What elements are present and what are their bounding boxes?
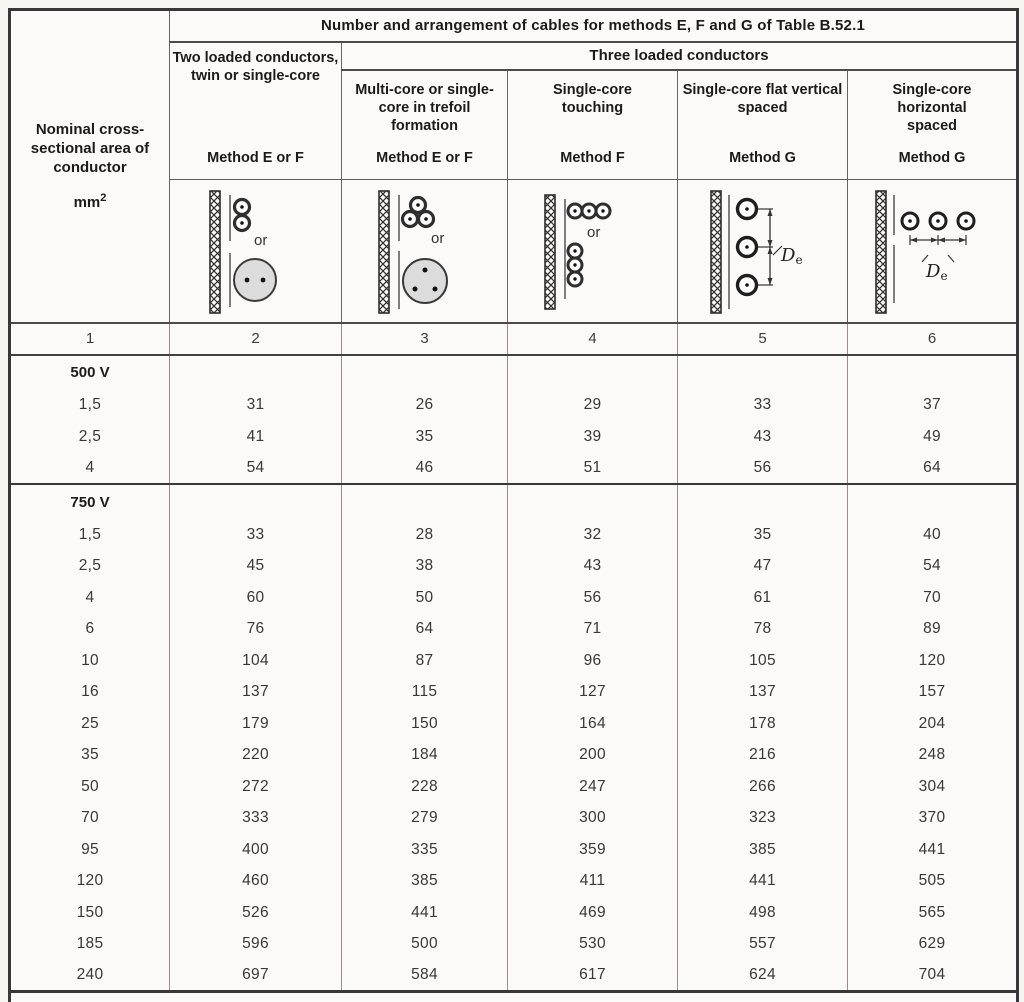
capacity-value-cell: 71 xyxy=(508,614,678,646)
capacity-value-cell: 51 xyxy=(508,453,678,485)
empty-cell xyxy=(508,355,678,390)
column-header-touching xyxy=(508,70,678,180)
column-number-3: 3 xyxy=(342,323,508,355)
wall-hatch-icon xyxy=(210,191,220,313)
or-label: or xyxy=(586,223,600,241)
table-row xyxy=(10,677,1018,709)
table-row xyxy=(10,866,1018,898)
column-number-1: 1 xyxy=(10,323,170,355)
table-row xyxy=(10,519,1018,551)
conductor-size-cell: 25 xyxy=(81,714,99,732)
wall-two-stacked-single-core-or-twin-cable-icon xyxy=(186,187,326,319)
row-header-title: Nominal cross-sectional area of conductor xyxy=(30,120,150,177)
empty-cell xyxy=(170,355,342,390)
capacity-value-cell: 29 xyxy=(508,390,678,422)
capacity-value-cell: 248 xyxy=(848,740,1018,772)
capacity-value-cell: 247 xyxy=(508,771,678,803)
wall-three-vertical-spaced-De-icon xyxy=(693,187,833,319)
de-base: D xyxy=(926,260,941,282)
capacity-value-cell: 31 xyxy=(170,390,342,422)
capacity-value-cell: 45 xyxy=(170,551,342,583)
capacity-value-cell: 26 xyxy=(342,390,508,422)
table-title: Number and arrangement of cables for methods E, F and G of Table B.52.1 xyxy=(170,10,1018,42)
capacity-value-cell: 469 xyxy=(508,897,678,929)
column-number-row xyxy=(10,323,1018,355)
conductor-size-cell: 95 xyxy=(81,840,99,858)
column-number-6: 6 xyxy=(848,323,1018,355)
empty-cell xyxy=(848,484,1018,519)
table-row xyxy=(10,929,1018,961)
capacity-value-cell: 76 xyxy=(170,614,342,646)
wall-three-horizontal-spaced-De-icon xyxy=(862,187,1002,319)
capacity-value-cell: 43 xyxy=(678,421,848,453)
capacity-value-cell: 33 xyxy=(678,390,848,422)
capacity-value-cell: 41 xyxy=(170,421,342,453)
capacity-value-cell: 61 xyxy=(678,582,848,614)
capacity-value-cell: 300 xyxy=(508,803,678,835)
capacity-value-cell: 584 xyxy=(342,960,508,992)
capacity-value-cell: 441 xyxy=(678,866,848,898)
capacity-value-cell: 35 xyxy=(678,519,848,551)
capacity-value-cell: 46 xyxy=(342,453,508,485)
capacity-value-cell: 56 xyxy=(508,582,678,614)
conductor-size-cell: 240 xyxy=(76,966,104,983)
capacity-value-cell: 87 xyxy=(342,645,508,677)
vertical-spaced-method: Method G xyxy=(729,149,796,166)
empty-cell xyxy=(848,355,1018,390)
capacity-value-cell: 629 xyxy=(848,929,1018,961)
capacity-value-cell: 272 xyxy=(170,771,342,803)
capacity-value-cell: 385 xyxy=(678,834,848,866)
capacity-value-cell: 137 xyxy=(678,677,848,709)
conductor-size-cell: 6 xyxy=(85,620,95,638)
table-row xyxy=(10,614,1018,646)
column-header-vertical-spaced xyxy=(678,70,848,180)
two-loaded-label: Two loaded conductors, twin or single-core xyxy=(172,49,339,84)
capacity-value-cell: 500 xyxy=(342,929,508,961)
conductor-size-cell: 16 xyxy=(81,683,99,701)
de-base: D xyxy=(780,244,795,266)
capacity-value-cell: 104 xyxy=(170,645,342,677)
column-header-two-loaded xyxy=(170,42,342,180)
capacity-value-cell: 78 xyxy=(678,614,848,646)
capacity-value-cell: 333 xyxy=(170,803,342,835)
table-row xyxy=(10,834,1018,866)
capacity-value-cell: 279 xyxy=(342,803,508,835)
voltage-label: 500 V xyxy=(70,364,110,381)
capacity-value-cell: 335 xyxy=(342,834,508,866)
table-row xyxy=(10,453,1018,485)
capacity-value-cell: 178 xyxy=(678,708,848,740)
capacity-value-cell: 157 xyxy=(848,677,1018,709)
diagram-cell-3 xyxy=(342,180,508,323)
capacity-value-cell: 35 xyxy=(342,421,508,453)
capacity-value-cell: 266 xyxy=(678,771,848,803)
capacity-value-cell: 441 xyxy=(848,834,1018,866)
capacity-value-cell: 184 xyxy=(342,740,508,772)
capacity-value-cell: 70 xyxy=(848,582,1018,614)
capacity-value-cell: 617 xyxy=(508,960,678,992)
table-row xyxy=(10,771,1018,803)
column-header-trefoil xyxy=(342,70,508,180)
capacity-value-cell: 220 xyxy=(170,740,342,772)
column-number-4: 4 xyxy=(508,323,678,355)
or-label: or xyxy=(253,231,267,249)
table-row xyxy=(10,708,1018,740)
capacity-value-cell: 704 xyxy=(848,960,1018,992)
table-row xyxy=(10,551,1018,583)
capacity-value-cell: 385 xyxy=(342,866,508,898)
wall-hatch-icon xyxy=(876,191,886,313)
empty-cell xyxy=(678,484,848,519)
capacity-value-cell: 323 xyxy=(678,803,848,835)
unit-base: mm xyxy=(73,194,101,212)
corner-header-cell xyxy=(10,10,170,323)
de-sub: e xyxy=(794,252,803,267)
trefoil-label: Multi-core or single-core in trefoil formation xyxy=(355,81,494,134)
capacity-value-cell: 50 xyxy=(342,582,508,614)
capacity-value-cell: 64 xyxy=(342,614,508,646)
column-number-2: 2 xyxy=(170,323,342,355)
voltage-section-row xyxy=(10,355,1018,390)
conductor-size-cell: 4 xyxy=(85,588,95,606)
column-number-5: 5 xyxy=(678,323,848,355)
empty-cell xyxy=(342,484,508,519)
conductor-size-cell: 50 xyxy=(81,777,99,795)
capacity-value-cell: 228 xyxy=(342,771,508,803)
wall-hatch-icon xyxy=(545,195,555,309)
capacity-value-cell: 39 xyxy=(508,421,678,453)
capacity-value-cell: 530 xyxy=(508,929,678,961)
table-row xyxy=(10,803,1018,835)
capacity-value-cell: 164 xyxy=(508,708,678,740)
capacity-value-cell: 60 xyxy=(170,582,342,614)
capacity-value-cell: 32 xyxy=(508,519,678,551)
capacity-value-cell: 105 xyxy=(678,645,848,677)
capacity-value-cell: 54 xyxy=(848,551,1018,583)
conductor-size-cell: 1,5 xyxy=(78,525,102,543)
capacity-value-cell: 526 xyxy=(170,897,342,929)
de-sub: e xyxy=(940,268,948,283)
de-dimension-label xyxy=(925,261,948,283)
empty-cell xyxy=(170,484,342,519)
capacity-value-cell: 43 xyxy=(508,551,678,583)
table-body xyxy=(10,355,1018,992)
capacity-value-cell: 400 xyxy=(170,834,342,866)
table-row xyxy=(10,421,1018,453)
conductor-size-cell: 4 xyxy=(85,458,95,476)
capacity-value-cell: 89 xyxy=(848,614,1018,646)
capacity-value-cell: 47 xyxy=(678,551,848,583)
capacity-value-cell: 216 xyxy=(678,740,848,772)
diagram-cell-6 xyxy=(848,180,1018,323)
capacity-value-cell: 370 xyxy=(848,803,1018,835)
trefoil-method: Method E or F xyxy=(376,149,473,166)
capacity-value-cell: 33 xyxy=(170,519,342,551)
capacity-value-cell: 498 xyxy=(678,897,848,929)
capacity-value-cell: 150 xyxy=(342,708,508,740)
cable-capacity-table xyxy=(8,8,1019,1002)
horizontal-spaced-method: Method G xyxy=(898,149,966,166)
capacity-value-cell: 200 xyxy=(508,740,678,772)
touching-label: Single-core touching xyxy=(553,81,632,116)
table-row xyxy=(10,897,1018,929)
capacity-value-cell: 441 xyxy=(342,897,508,929)
capacity-value-cell: 596 xyxy=(170,929,342,961)
diagram-cell-4 xyxy=(508,180,678,323)
capacity-value-cell: 120 xyxy=(848,645,1018,677)
conductor-size-cell: 120 xyxy=(76,872,104,890)
empty-cell xyxy=(678,355,848,390)
table-row xyxy=(10,645,1018,677)
column-header-horizontal-spaced xyxy=(848,70,1018,180)
horizontal-spaced-label: Single-core horizontal spaced xyxy=(892,81,972,134)
capacity-value-cell: 204 xyxy=(848,708,1018,740)
conductor-size-cell: 10 xyxy=(81,651,99,669)
capacity-value-cell: 505 xyxy=(848,866,1018,898)
capacity-value-cell: 411 xyxy=(508,866,678,898)
table-row xyxy=(10,740,1018,772)
capacity-value-cell: 697 xyxy=(170,960,342,992)
touching-method: Method F xyxy=(560,149,625,166)
capacity-value-cell: 96 xyxy=(508,645,678,677)
conductor-size-cell: 185 xyxy=(76,935,104,953)
vertical-spaced-label: Single-core flat vertical spaced xyxy=(682,81,843,116)
capacity-value-cell: 137 xyxy=(170,677,342,709)
table-row xyxy=(10,390,1018,422)
conductor-size-cell: 150 xyxy=(76,903,104,921)
wall-hatch-icon xyxy=(379,191,389,313)
conductor-size-cell: 2,5 xyxy=(78,557,102,575)
capacity-value-cell: 49 xyxy=(848,421,1018,453)
unit-exponent: 2 xyxy=(100,192,107,205)
header-row-title xyxy=(10,10,1018,42)
two-loaded-method: Method E or F xyxy=(207,149,304,166)
or-label: or xyxy=(430,229,444,247)
wall-three-touching-horizontal-or-vertical-icon xyxy=(523,187,663,319)
de-dimension-label xyxy=(780,245,803,267)
diagram-cell-2 xyxy=(170,180,342,323)
empty-cell xyxy=(342,355,508,390)
capacity-value-cell: 557 xyxy=(678,929,848,961)
capacity-value-cell: 56 xyxy=(678,453,848,485)
voltage-label: 750 V xyxy=(10,484,170,519)
capacity-value-cell: 460 xyxy=(170,866,342,898)
capacity-value-cell: 64 xyxy=(848,453,1018,485)
table-row xyxy=(10,582,1018,614)
conductor-size-cell: 70 xyxy=(81,809,99,827)
conductor-size-cell: 35 xyxy=(81,746,99,764)
capacity-value-cell: 127 xyxy=(508,677,678,709)
voltage-section-row xyxy=(10,484,1018,519)
capacity-value-cell: 54 xyxy=(170,453,342,485)
three-loaded-header: Three loaded conductors xyxy=(342,42,1018,70)
conductor-size-cell: 1,5 xyxy=(78,396,102,414)
capacity-value-cell: 28 xyxy=(342,519,508,551)
row-header-unit xyxy=(11,191,169,212)
capacity-value-cell: 115 xyxy=(342,677,508,709)
capacity-value-cell: 624 xyxy=(678,960,848,992)
capacity-value-cell: 40 xyxy=(848,519,1018,551)
capacity-value-cell: 179 xyxy=(170,708,342,740)
capacity-value-cell: 37 xyxy=(848,390,1018,422)
diagram-cell-5 xyxy=(678,180,848,323)
capacity-value-cell: 304 xyxy=(848,771,1018,803)
wall-hatch-icon xyxy=(711,191,721,313)
table-row xyxy=(10,960,1018,992)
capacity-value-cell: 38 xyxy=(342,551,508,583)
conductor-size-cell: 2,5 xyxy=(78,427,102,445)
capacity-value-cell: 359 xyxy=(508,834,678,866)
capacity-value-cell: 565 xyxy=(848,897,1018,929)
wall-trefoil-single-core-or-three-core-cable-icon xyxy=(355,187,495,319)
empty-cell xyxy=(508,484,678,519)
